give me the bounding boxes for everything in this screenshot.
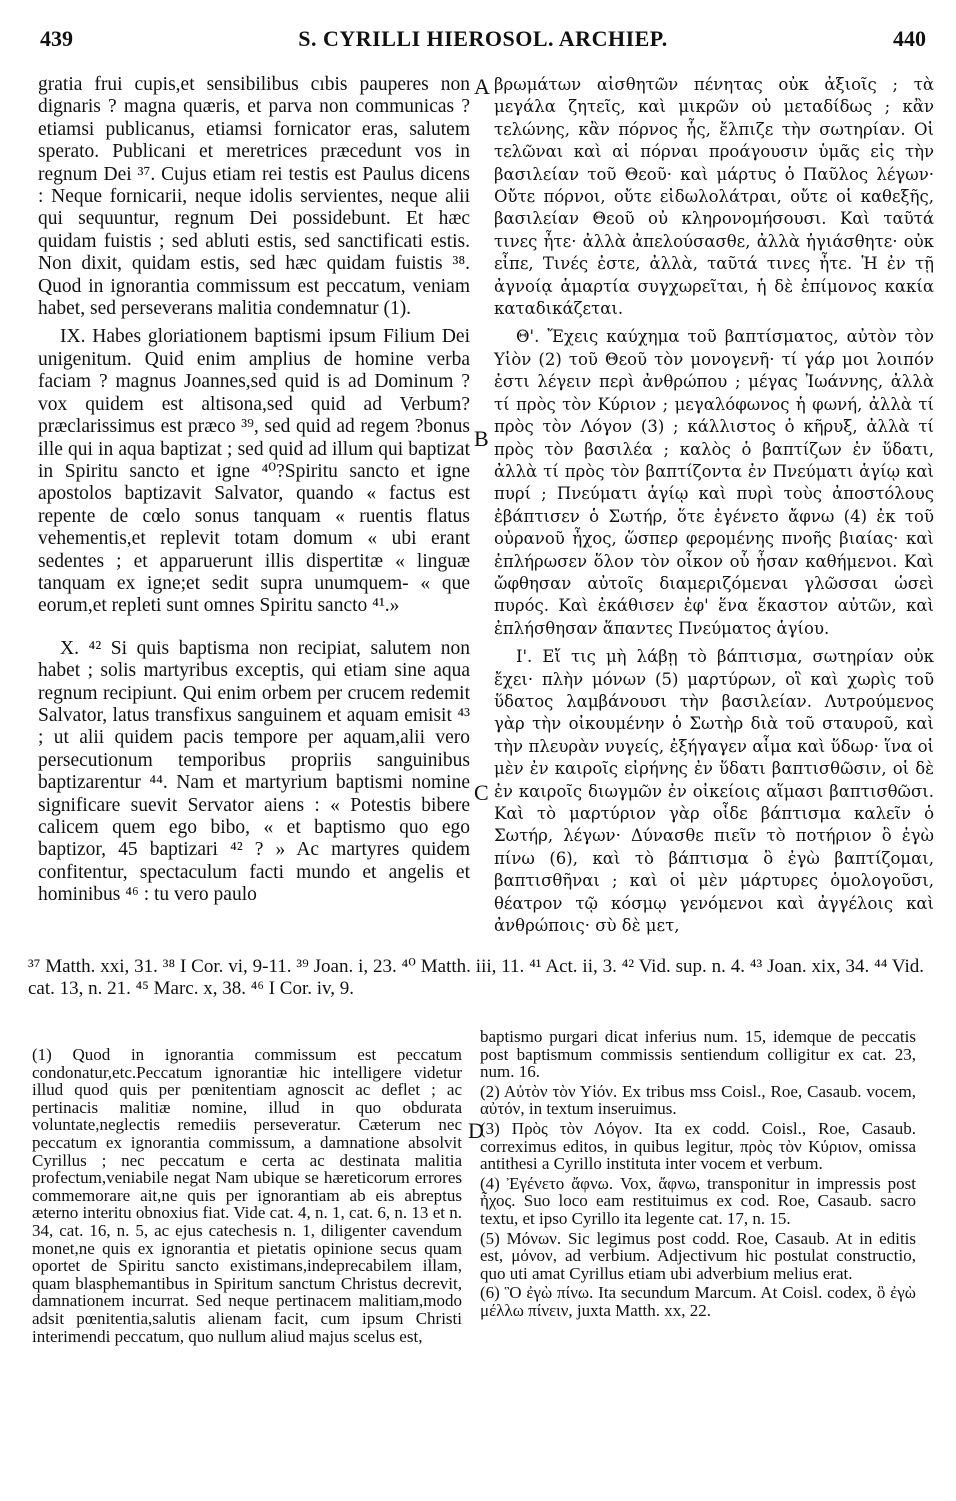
latin-paragraph-2: IX. Habes gloriationem baptismi ipsum Filium Dei unigenitum. Quid enim amplius de homine verba faciam ? magnus Joannes,sed quid is ad Dominum ? vox quidem est altisona,sed quid ad Verbum? præclarissimus est præco ³⁹, sed quid ad regem ?bonus ille qui in aqua baptizat ; sed quid ad illum qui baptizat in Spiritu sancto et igne ⁴⁰?Spiritu sancto et igne apostolos baptizavit Salvator, quando « factus est repente de cœlo sonus tanquam « ruentis flatus vehementis,et replevit totam domum « ubi erant sedentes ; et apparuerunt illis dispertitæ « linguæ tanquam ex igne;et sedit supra unumquem- « que eorum,et repleti sunt omnes Spiritu sancto ⁴¹.» (38, 326, 470, 617)
greek-paragraph-1: βρωμάτων αἰσθητῶν πένητας οὐκ ἀξιοῖς ; τὰ μεγάλα ζητεῖς, καὶ μικρῶν οὐ μεταδίδως ; κἂν τελώνης, κἂν πόρνος ἧς, ἔλπιζε τὴν σωτηρίαν. Οἱ τελῶναι καὶ αἱ πόρναι προάγουσιν ὑμᾶς εἰς τὴν βασιλείαν τοῦ Θεοῦ· καὶ μάρτυς ὁ Παῦλος λέγων· Οὔτε πόρνοι, οὔτε εἰδωλολάτραι, οὔτε οἱ καθεξῆς, βασιλείαν Θεοῦ οὐ κληρονομήσουσι. Καὶ ταῦτά τινες ἦτε· ἀλλὰ ἀπελούσασθε, ἀλλὰ ἡγιάσθητε· οὐκ εἶπε, Τινές ἐστε, ἀλλὰ, ταῦτά τινες ἦτε. Ἡ ἐν τῇ ἀγνοίᾳ ἁμαρτία συγχωρεῖται, ἡ δὲ ἐπίμονος κακία καταδικάζεται. (494, 75, 934, 319)
page-header (40, 26, 926, 58)
running-title: S. CYRILLI HIEROSOL. ARCHIEP. (298, 26, 668, 51)
footnote-1: (1) Quod in ignorantia commissum est peccatum condonatur,etc.Peccatum ignorantiæ hic intelligere videtur illud quod quis per pœnitentiam agnoscit ac deflet ; ac pertinacis malitiæ nomine, illud in quo obdurata voluntate,neglectis remediis perseveratur. Cæterum nec peccatum ex ignorantia commissum, a damnatione absolvit Cyrillus ; nec peccatum e certa ac destinata malitia profectum,veniabile negat Nam ubique se hæreticorum errores commemorare ait,ne quis per ignorantiam ab eis abreptus æterno interitu obnoxius fiat. Vide cat. 4, n. 1, cat. 6, n. 13 et n. 34, cat. 16, n. 5, ac ejus catechesis n. 1, diligenter cavendum monet,ne quis ex ignorantia et pietatis opinione secus quam oportet de Spiritu sancto existimans,indeprecabilem illam, quam blasphemantibus in Spiritum sanctum Christus decrevit, damnationem incurrat. Sed neque pertinacem malitiam,modo adsit pœnitentia,salutis alienam facit, cum ipsum Christi interimendi peccatum, quo nullum aliud majus scelus est, (32, 1045, 462, 1346)
footnote-6: (6) Ὃ ἐγὼ πίνω. Ita secundum Marcum. At Coisl. codex, ὃ ἐγὼ μέλλω πίνειν, juxta Matth. xx, 22. (480, 1283, 916, 1320)
footnotes-left (32, 1046, 462, 1347)
footnote-4: (4) Ἐγένετο ἄφνω. Vox, ἄφνω, transponitur in impressis post ἦχος. Suo loco eam restituimus ex cod. Roe, Casaub. sacro textu, et ipso Cyrillo ita legente cat. 17, n. 15. (480, 1173, 916, 1228)
greek-paragraph-3: Ι'. Εἴ τις μὴ λάβῃ τὸ βάπτισμα, σωτηρίαν οὐκ ἔχει· πλὴν μόνων (5) μαρτύρων, οἳ καὶ χωρὶς τοῦ ὕδατος λαμβάνουσι τὴν βασιλείαν. Λυτρούμενος γὰρ τὴν οἰκουμένην ὁ Σωτὴρ διὰ τοῦ σταυροῦ, καὶ τὴν πλευρὰν νυγείς, ἐξήγαγεν αἷμα καὶ ὕδωρ· ἵνα οἱ μὲν ἐν καιροῖς εἰρήνης ἐν ὕδατι βαπτισθῶσιν, οἱ δὲ ἐν καιροῖς διωγμῶν ἐν οἰκείοις αἵμασι βαπτισθῶσι. Καὶ τὸ μαρτύριον γὰρ οἶδε βάπτισμα καλεῖν ὁ Σωτήρ, λέγων· Δύνασθε πιεῖν τὸ ποτήριον ὃ ἐγὼ πίνω (6), καὶ τὸ βάπτισμα ὃ ἐγὼ βαπτίζομαι, βαπτισθῆναι ; καὶ οἱ μὲν μάρτυρες ὁμολογοῦσι, θέατρον τῷ κόσμῳ γενόμενοι καὶ ἀγγέλοις καὶ ἀνθρώποις· σὺ δὲ μετ, (494, 647, 934, 936)
margin-marker-d: D (468, 1118, 484, 1143)
scripture-references: ³⁷ Matth. xxi, 31. ³⁸ I Cor. vi, 9-11. ³⁹ Joan. i, 23. ⁴⁰ Matth. iii, 11. ⁴¹ Act. ii, 3. ⁴² Vid. sup. n. 4. ⁴³ Joan. xix, 34. ⁴⁴ Vid. cat. 13, n. 21. ⁴⁵ Marc. x, 38. ⁴⁶ I Cor. iv, 9. (28, 956, 924, 999)
greek-paragraph-2: Θ'. Ἔχεις καύχημα τοῦ βαπτίσματος, αὐτὸν τὸν Υἱὸν (2) τοῦ Θεοῦ τὸν μονογενῆ· τί γάρ μοι λοιπόν ἐστι λέγειν περὶ ἀνθρώπου ; μέγας Ἰωάννης, ἀλλὰ τί πρὸς τὸν Κύριον ; μεγαλόφωνος ἡ φωνή, ἀλλὰ τί πρὸς τὸν Λόγον (3) ; κάλλιστος ὁ κῆρυξ, ἀλλὰ τί πρὸς τὸν βασιλέα ; καλὸς ὁ βαπτίζων ἐν ὕδατι, ἀλλὰ τί πρὸς τὸν βαπτίζοντα ἐν Πνεύματι ἁγίῳ καὶ πυρί ; Πνεύματι ἁγίῳ καὶ πυρὶ τοὺς ἀποστόλους ἐβάπτισεν ὁ Σωτήρ, ὅτε ἐγένετο ἄφνω (4) ἐκ τοῦ οὐρανοῦ ἦχος, ὥσπερ φερομένης πνοῆς βιαίας· καὶ ἐπλήρωσεν ὅλον τὸν οἶκον οὗ ἦσαν καθήμενοι. Καὶ ὤφθησαν αὐτοῖς διαμεριζόμεναι γλῶσσαι ὡσεὶ πυρός. Καὶ ἐκάθισεν ἐφ' ἕνα ἕκαστον αὐτῶν, καὶ ἐπλήσθησαν ἅπαντες Πνεύματος ἁγίου. (494, 327, 934, 638)
footnote-5: (5) Μόνων. Sic legimus post codd. Roe, Casaub. At in editis est, μόνον, ad verbium. Adjectivum hic postulat constructio, quo uti amat Cyrillus etiam ubi adverbium melius erat. (480, 1228, 916, 1283)
latin-paragraph-3: X. ⁴² Si quis baptisma non recipiat, salutem non habet ; solis martyribus exceptis, qui etiam sine aqua regnum recipiunt. Qui enim orbem per crucem redemit Salvator, latus transfixus sanguinem et aquam emisit ⁴³ ; ut alii quidem pacis tempore per aquam,alii vero persecutionum temporibus propriis sanguinibus baptizarentur ⁴⁴. Nam et martyrium baptismi nomine significare suevit Servator aiens : « Potestis bibere calicem quem ego bibo, « et baptismo quo ego baptizor, 45 baptizari ⁴² ? » Ac martyres quidem confitentur, spectaculum facti mundo et angelis et hominibus ⁴⁶ : tu vero paulo (38, 637, 470, 906)
margin-marker-a: A (474, 74, 490, 99)
latin-column (38, 74, 470, 907)
greek-column (494, 74, 934, 937)
footnotes-right (480, 1028, 916, 1322)
footnote-2: (2) Αὐτὸν τὸν Υἱόν. Ex tribus mss Coisl., Roe, Casaub. vocem, αὐτόν, in textum inseruimus. (480, 1081, 916, 1119)
footnote-1-continued: baptismo purgari dicat inferius num. 15, idemque de peccatis post baptismum commissis sentiendum colligitur ex cat. 23, num. 16. (480, 1027, 916, 1082)
page-number-left: 439 (40, 26, 73, 51)
margin-marker-b: B (474, 426, 489, 451)
footnote-3: (3) Πρὸς τὸν Λόγον. Ita ex codd. Coisl., Roe, Casaub. correximus editos, in quibus legitur, πρὸς τὸν Κύριον, omissa antithesi a Cyrillo instituta inter vocem et verbum. (480, 1118, 916, 1174)
margin-marker-c: C (474, 780, 489, 805)
latin-paragraph-1: gratia frui cupis,et sensibilibus cıbis pauperes non dignaris ? magna quæris, et parva non communicas ? etiamsi publicanus, etiamsi fornicator eras, salutem sperato. Publicani et meretrices præcedunt vos in regnum Dei ³⁷. Cujus etiam rei testis est Paulus dicens : Neque fornicarii, neque idolis servientes, neque alii qui sequuntur, regnum Dei possidebunt. Et hæc quidam fuistis ; sed abluti estis, sed sanctificati estis. Non dixit, quidam estis, sed hæc quidam fuistis ³⁸. Quod in ignorantia commissum est peccatum, veniam habet, sed perseverans malitia condemnatur (1). (38, 74, 470, 320)
page-number-right: 440 (893, 26, 926, 51)
